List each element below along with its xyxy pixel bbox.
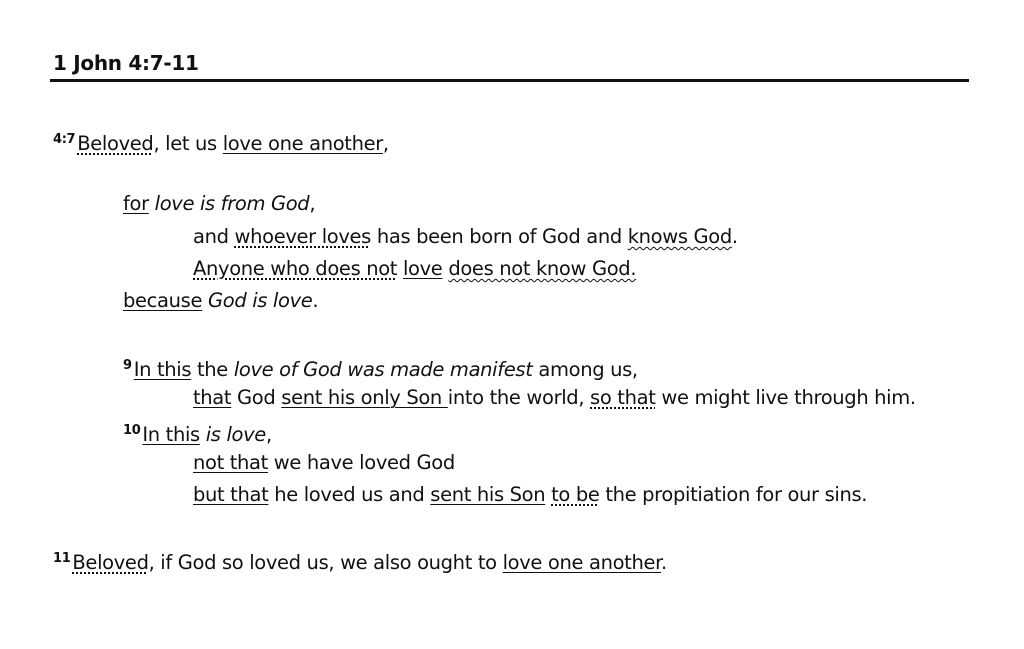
verse-text-segment: Beloved xyxy=(77,132,154,155)
verse-line xyxy=(123,191,315,217)
verse-text-segment: love of God was made manifest xyxy=(233,358,533,381)
verse-text-segment: God xyxy=(231,386,282,409)
verse-text-segment: does not know God. xyxy=(448,257,637,280)
passage-title: 1 John 4:7-11 xyxy=(53,51,199,75)
verse-number: 9 xyxy=(123,358,132,373)
verse-number: 10 xyxy=(123,423,141,438)
title-rule xyxy=(50,79,969,82)
verse-text-segment: for xyxy=(123,192,149,215)
verse-text-segment: . xyxy=(731,225,738,248)
verse-text-segment: love xyxy=(402,257,443,280)
verse-text-segment: he loved us and xyxy=(268,483,431,506)
verse-text-segment: is love xyxy=(205,423,266,446)
verse-text-segment: , xyxy=(265,423,272,446)
verse-line xyxy=(53,546,667,576)
verse-text-segment: knows God xyxy=(627,225,732,248)
verse-text-segment: Beloved xyxy=(72,551,149,574)
verse-number: 4:7 xyxy=(53,132,76,147)
verse-text-segment: , if God so loved us, we also ought to xyxy=(148,551,503,574)
verse-text-segment: we have loved God xyxy=(267,451,455,474)
verse-text-segment: to be xyxy=(551,483,600,506)
verse-text-segment: , let us xyxy=(153,132,223,155)
verse-line xyxy=(123,288,318,314)
verse-text-segment: the xyxy=(191,358,234,381)
verse-text-segment: Anyone who does not xyxy=(193,257,398,280)
verse-text-segment: , xyxy=(309,192,316,215)
verse-text-segment: whoever loves xyxy=(234,225,371,248)
verse-line xyxy=(53,127,389,157)
verse-text-segment: . xyxy=(661,551,667,574)
verse-line xyxy=(193,482,867,508)
verse-text-segment: In this xyxy=(142,423,200,446)
verse-text-segment: sent his Son xyxy=(430,483,546,506)
verse-text-segment: among us, xyxy=(532,358,638,381)
verse-text-segment: the propitiation for our sins. xyxy=(599,483,868,506)
verse-line xyxy=(193,224,738,250)
verse-number: 11 xyxy=(53,551,71,566)
verse-text-segment: so that xyxy=(590,386,656,409)
verse-line xyxy=(123,418,272,448)
verse-text-segment: love is from God xyxy=(154,192,310,215)
verse-text-segment: . xyxy=(312,289,319,312)
verse-text-segment: that xyxy=(193,386,232,409)
verse-text-segment: sent his only Son xyxy=(281,386,448,409)
verse-text-segment: love one another xyxy=(502,551,662,574)
verse-text-segment: into the world, xyxy=(447,386,591,409)
verse-text-segment: we might live through him. xyxy=(655,386,916,409)
verse-text-segment: because xyxy=(123,289,203,312)
verse-text-segment: but that xyxy=(193,483,269,506)
verse-text-segment: has been born of God and xyxy=(370,225,628,248)
verse-text-segment: God is love xyxy=(207,289,313,312)
verse-line xyxy=(123,353,638,383)
verse-text-segment: and xyxy=(193,225,235,248)
verse-text-segment: not that xyxy=(193,451,268,474)
verse-line xyxy=(193,385,916,411)
verse-text-segment: , xyxy=(382,132,389,155)
verse-line xyxy=(193,450,455,476)
verse-line xyxy=(193,256,636,282)
verse-text-segment: In this xyxy=(133,358,192,381)
verse-text-segment: love one another xyxy=(222,132,383,155)
